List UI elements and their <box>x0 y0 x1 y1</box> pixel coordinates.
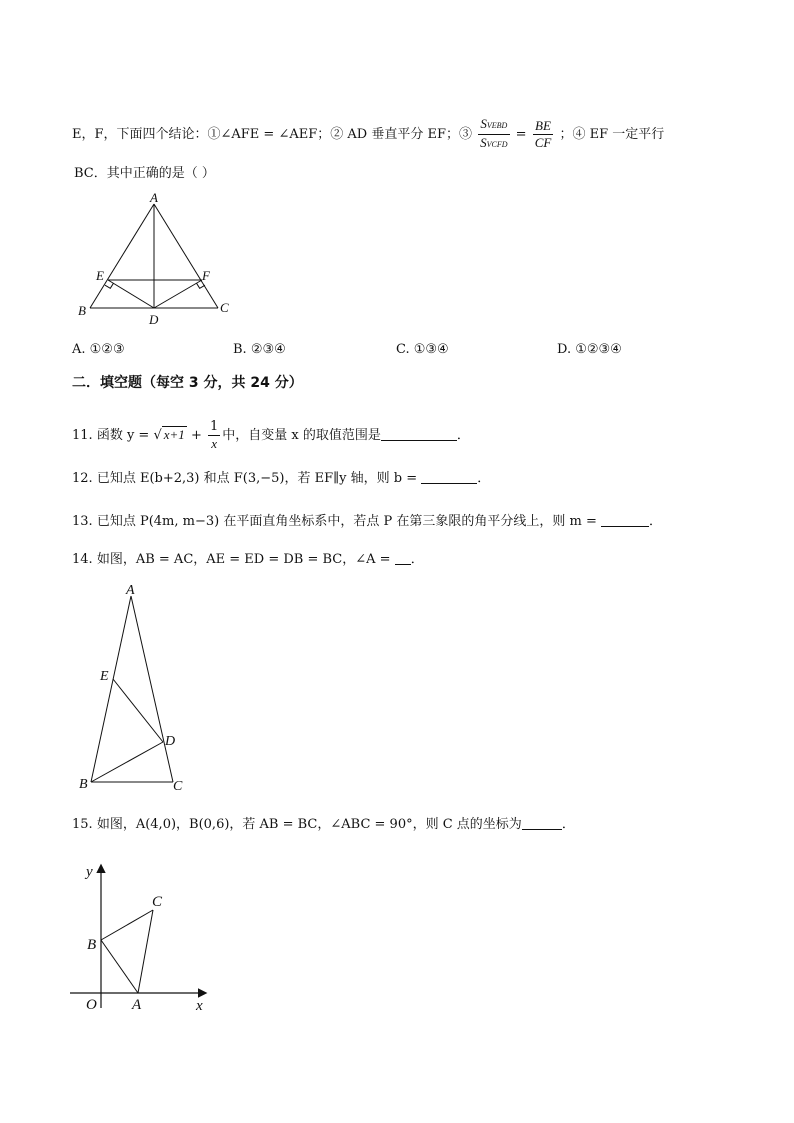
q10-ratio-den-s: S <box>480 135 487 150</box>
q10-rhs-num: BE <box>533 118 554 135</box>
q15-answer-blank[interactable] <box>522 815 562 830</box>
q14-number: 14. <box>72 552 93 567</box>
q10-segment-fd <box>154 280 202 308</box>
q13-answer-blank[interactable] <box>601 512 649 527</box>
q11-post: 中，自变量 x 的取值范围是 <box>222 428 381 443</box>
q10-option-b[interactable]: B. ②③④ <box>233 342 286 357</box>
section-title: 二．填空题（每空 3 分，共 24 分） <box>72 375 303 391</box>
q14-label-e: E <box>100 669 109 684</box>
q11-answer-blank[interactable] <box>381 426 457 441</box>
q10-option-d[interactable]: D. ①②③④ <box>557 342 622 357</box>
q10-side-ac <box>154 204 218 308</box>
q14-label-c: C <box>173 779 183 794</box>
q15-segment-ac <box>138 910 153 993</box>
q14-label-d: D <box>165 734 176 749</box>
q15-label-c: C <box>152 894 163 910</box>
q15-segment-ba <box>101 940 138 993</box>
q10-area-ratio <box>478 116 509 153</box>
q14-label-b: B <box>79 777 88 792</box>
q12-text: 已知点 E(b+2,3) 和点 F(3,−5)，若 EF∥y 轴，则 b = <box>96 471 422 486</box>
q14 <box>72 550 424 570</box>
q11-number: 11. <box>72 428 93 443</box>
q10-label-b: B <box>78 303 86 318</box>
q10-option-a[interactable]: A. ①②③ <box>72 342 125 357</box>
q11-pre: 函数 y = <box>96 428 154 443</box>
q11-fraction <box>208 419 220 452</box>
q10-rhs-den: CF <box>534 135 552 150</box>
q11-frac-den: x <box>211 436 218 451</box>
q13-end: ． <box>648 514 662 529</box>
q14-side-ac <box>131 596 176 782</box>
q14-label-a: A <box>126 583 135 598</box>
q14-segment-ed <box>113 679 163 742</box>
q11-plus: + <box>186 428 206 443</box>
q15-text: 如图，A(4,0)，B(0,6)，若 AB = BC，∠ABC = 90°，则 C 点的坐标为 <box>96 817 522 832</box>
q11-sqrt-body: x+1 <box>163 427 185 442</box>
q10-label-e: E <box>96 268 104 283</box>
q14-answer-blank[interactable] <box>395 550 411 565</box>
q15-label-x: x <box>196 998 203 1014</box>
q10-segment-ed <box>108 280 154 308</box>
q12-answer-blank[interactable] <box>421 469 477 484</box>
q14-figure <box>74 580 194 798</box>
q10-tail: ；④ EF 一定平行 <box>559 127 665 142</box>
q13 <box>72 512 662 532</box>
q15-label-a: A <box>132 997 142 1013</box>
q15 <box>72 815 575 835</box>
q15-number: 15. <box>72 817 93 832</box>
q14-segment-db <box>91 742 163 782</box>
q10-lead: E，F，下面四个结论：①∠AFE = ∠AEF；② AD 垂直平分 EF；③ <box>72 127 472 142</box>
q15-label-y: y <box>86 864 93 880</box>
q11-frac-num: 1 <box>209 419 219 434</box>
q13-number: 13. <box>72 514 93 529</box>
q14-end: ． <box>410 552 424 567</box>
q12 <box>72 469 490 489</box>
q10-line2: BC．其中正确的是（ ） <box>74 166 215 181</box>
q10-line1 <box>72 116 664 153</box>
q12-end: ． <box>477 471 491 486</box>
q10-eq: = <box>515 127 527 142</box>
q13-text: 已知点 P(4m, m−3) 在平面直角坐标系中，若点 P 在第三象限的角平分线上，则 m = <box>96 514 601 529</box>
q11: 11. 函数 y = √ x+1 + $\frac{1}{x}$ 中，自变量 x 的取值范围是 ． <box>72 419 470 451</box>
q15-end: ． <box>561 817 575 832</box>
q10-side-ratio <box>533 118 554 151</box>
q15-figure <box>70 856 220 1016</box>
q10-ratio-num-s: S <box>480 116 487 131</box>
q11-end: ． <box>456 428 470 443</box>
q10-ratio-num-sub: VEBD <box>486 121 508 130</box>
q15-label-b: B <box>87 937 97 953</box>
q14-side-ab <box>91 596 131 782</box>
q10-figure <box>70 192 240 332</box>
q10-label-d: D <box>149 312 159 327</box>
q10-label-f: F <box>202 268 210 283</box>
q10-option-c[interactable]: C. ①③④ <box>396 342 449 357</box>
q10-right-angle-e <box>105 283 114 288</box>
q14-text: 如图，AB = AC，AE = ED = DB = BC，∠A = <box>96 552 395 567</box>
q10-side-ab <box>90 204 154 308</box>
q10-ratio-den-sub: VCFD <box>486 140 508 149</box>
q12-number: 12. <box>72 471 93 486</box>
q10-label-a: A <box>150 192 158 205</box>
q15-label-o: O <box>86 997 97 1013</box>
q15-segment-bc <box>101 910 153 940</box>
q10-label-c: C <box>220 300 229 315</box>
